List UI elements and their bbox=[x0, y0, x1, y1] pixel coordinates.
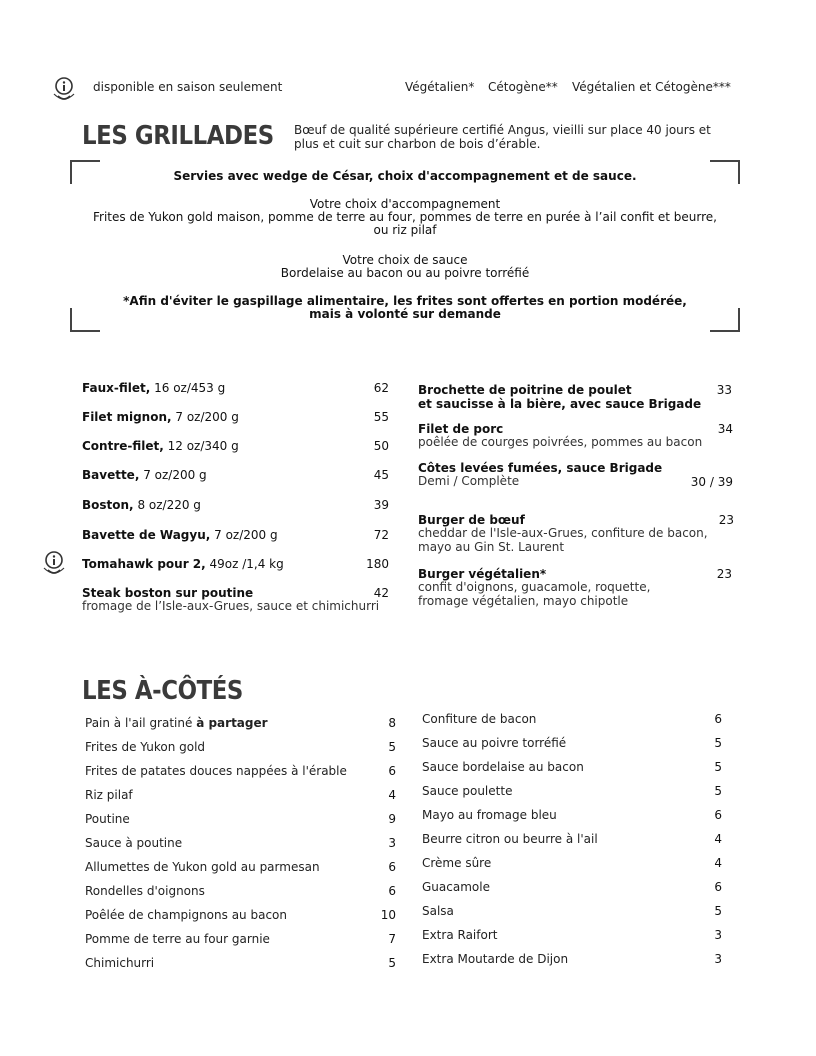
side-item: Beurre citron ou beurre à l'ail bbox=[422, 832, 598, 846]
side-item: Pain à l'ail gratiné à partager bbox=[85, 716, 268, 730]
side-price: 3 bbox=[388, 836, 396, 850]
side-item: Extra Raifort bbox=[422, 928, 498, 942]
item-price: 34 bbox=[717, 422, 733, 436]
item-description: fromage de l’Isle-aux-Grues, sauce et chimichurri bbox=[82, 599, 380, 613]
side-item: Mayo au fromage bleu bbox=[422, 808, 557, 822]
grillades-info-box bbox=[70, 160, 740, 332]
item-description: poêlée de courges poivrées, pommes au bacon bbox=[418, 435, 703, 449]
menu-item: Burger de bœuf bbox=[418, 513, 525, 527]
legend-seasonal: disponible en saison seulement bbox=[93, 80, 283, 94]
side-price: 9 bbox=[388, 812, 396, 826]
sauce-text: Bordelaise au bacon ou au poivre torréfié bbox=[280, 266, 530, 280]
side-item: Pomme de terre au four garnie bbox=[85, 932, 270, 946]
note-line-2: mais à volonté sur demande bbox=[309, 307, 501, 321]
menu-item: Burger végétalien* bbox=[418, 567, 547, 581]
section-title-grillades: LES GRILLADES bbox=[82, 121, 274, 151]
side-item: Chimichurri bbox=[85, 956, 155, 970]
side-price: 7 bbox=[388, 932, 396, 946]
side-item: Sauce bordelaise au bacon bbox=[422, 760, 584, 774]
side-item: Crème sûre bbox=[422, 856, 492, 870]
side-price: 4 bbox=[714, 856, 722, 870]
item-price: 72 bbox=[373, 528, 389, 542]
side-price: 4 bbox=[714, 832, 722, 846]
sides-title: Votre choix d'accompagnement bbox=[309, 197, 501, 211]
side-price: 5 bbox=[714, 784, 722, 798]
side-item: Sauce à poutine bbox=[85, 836, 183, 850]
item-price: 45 bbox=[373, 468, 389, 482]
seasonal-icon bbox=[41, 550, 67, 576]
side-price: 6 bbox=[388, 884, 396, 898]
grillades-intro: Bœuf de qualité supérieure certifié Angus, vieilli sur place 40 jours et plus et cuit sur charbon de bois d’érable. bbox=[294, 123, 711, 151]
item-price: 33 bbox=[716, 383, 732, 397]
item-price: 55 bbox=[373, 410, 389, 424]
item-price: 42 bbox=[373, 586, 389, 600]
side-price: 8 bbox=[388, 716, 396, 730]
sides-line-1: Frites de Yukon gold maison, pomme de terre au four, pommes de terre en purée à l’ail confit et beurre, bbox=[93, 210, 717, 224]
legend-vegan-keto: Végétalien et Cétogène*** bbox=[572, 80, 731, 94]
side-price: 6 bbox=[714, 880, 722, 894]
item-price: 62 bbox=[373, 381, 389, 395]
item-description-line-2: mayo au Gin St. Laurent bbox=[418, 540, 565, 554]
legend-vegan: Végétalien* bbox=[405, 80, 475, 94]
menu-item: Tomahawk pour 2, 49oz /1,4 kg bbox=[82, 557, 284, 571]
side-price: 6 bbox=[714, 808, 722, 822]
item-price: 39 bbox=[373, 498, 389, 512]
item-price: 23 bbox=[718, 513, 734, 527]
menu-item-line-2: et saucisse à la bière, avec sauce Brigade bbox=[418, 397, 702, 411]
legend-keto: Cétogène** bbox=[488, 80, 558, 94]
item-price: 50 bbox=[373, 439, 389, 453]
menu-item: Filet de porc bbox=[418, 422, 504, 436]
side-price: 5 bbox=[714, 736, 722, 750]
side-item: Confiture de bacon bbox=[422, 712, 537, 726]
side-price: 6 bbox=[388, 860, 396, 874]
section-title-acotes: LES À-CÔTÉS bbox=[82, 676, 243, 706]
menu-item: Faux-filet, 16 oz/453 g bbox=[82, 381, 226, 395]
item-description-line-2: fromage végétalien, mayo chipotle bbox=[418, 594, 629, 608]
side-price: 5 bbox=[388, 740, 396, 754]
item-price: 180 bbox=[366, 557, 389, 571]
side-price: 5 bbox=[714, 760, 722, 774]
note-line-1: *Afin d'éviter le gaspillage alimentaire, les frites sont offertes en portion modérée, bbox=[123, 294, 687, 308]
item-price: 23 bbox=[716, 567, 732, 581]
side-item: Salsa bbox=[422, 904, 454, 918]
menu-item: Filet mignon, 7 oz/200 g bbox=[82, 410, 239, 424]
side-item: Poêlée de champignons au bacon bbox=[85, 908, 287, 922]
side-item: Guacamole bbox=[422, 880, 490, 894]
side-price: 5 bbox=[388, 956, 396, 970]
menu-item: Côtes levées fumées, sauce Brigade bbox=[418, 461, 663, 475]
side-price: 6 bbox=[714, 712, 722, 726]
served-with: Servies avec wedge de César, choix d'accompagnement et de sauce. bbox=[173, 169, 637, 183]
menu-item: Bavette de Wagyu, 7 oz/200 g bbox=[82, 528, 278, 542]
side-item: Sauce au poivre torréfié bbox=[422, 736, 567, 750]
menu-item: Contre-filet, 12 oz/340 g bbox=[82, 439, 239, 453]
side-price: 5 bbox=[714, 904, 722, 918]
side-item: Frites de Yukon gold bbox=[85, 740, 206, 754]
menu-item: Steak boston sur poutine bbox=[82, 586, 254, 600]
sides-line-2: ou riz pilaf bbox=[373, 223, 437, 237]
side-item: Rondelles d'oignons bbox=[85, 884, 205, 898]
side-item: Riz pilaf bbox=[85, 788, 133, 802]
side-price: 10 bbox=[380, 908, 396, 922]
menu-item: Boston, 8 oz/220 g bbox=[82, 498, 201, 512]
side-price: 3 bbox=[714, 928, 722, 942]
menu-item: Brochette de poitrine de poulet bbox=[418, 383, 632, 397]
side-item: Frites de patates douces nappées à l'érable bbox=[85, 764, 347, 778]
item-description: cheddar de l'Isle-aux-Grues, confiture de bacon, bbox=[418, 526, 708, 540]
sauce-title: Votre choix de sauce bbox=[342, 253, 468, 267]
side-price: 4 bbox=[388, 788, 396, 802]
item-price: 30 / 39 bbox=[690, 475, 733, 489]
side-price: 3 bbox=[714, 952, 722, 966]
item-description: confit d'oignons, guacamole, roquette, bbox=[418, 580, 651, 594]
side-item: Extra Moutarde de Dijon bbox=[422, 952, 569, 966]
side-item: Sauce poulette bbox=[422, 784, 513, 798]
seasonal-icon bbox=[51, 76, 77, 102]
item-description: Demi / Complète bbox=[418, 474, 520, 488]
side-price: 6 bbox=[388, 764, 396, 778]
side-item: Allumettes de Yukon gold au parmesan bbox=[85, 860, 320, 874]
side-item: Poutine bbox=[85, 812, 130, 826]
menu-item: Bavette, 7 oz/200 g bbox=[82, 468, 207, 482]
